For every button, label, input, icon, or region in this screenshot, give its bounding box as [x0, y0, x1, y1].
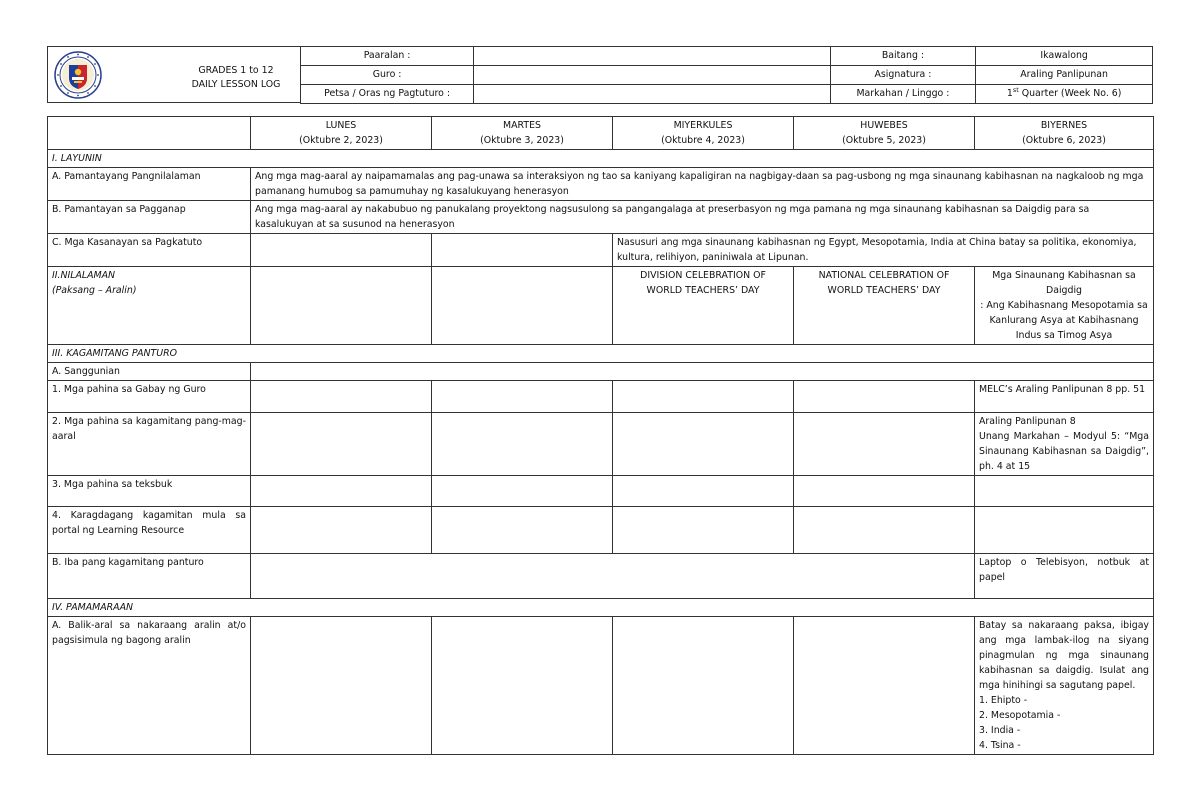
lr-portal-row — [48, 507, 1154, 554]
competencies-text: Nasusuri ang mga sinaunang kabihasnan ng Egypt, Mesopotamia, India at China batay sa politika, ekonomiya, kultura, relihiyon, paniniwala at Lipunan. — [613, 234, 1154, 267]
performance-standard-row — [48, 201, 1154, 234]
day-name: HUWEBES — [860, 120, 908, 131]
review-item: 1. Ehipto - — [979, 695, 1028, 706]
learner-materials-label: 2. Mga pahina sa kagamitang pang-mag-aaral — [48, 413, 251, 476]
day-date: (Oktubre 2, 2023) — [299, 135, 383, 146]
textbook-thursday — [794, 476, 975, 507]
textbook-monday — [251, 476, 432, 507]
lr-portal-friday — [975, 507, 1154, 554]
teacher-guide-wednesday — [613, 381, 794, 413]
review-friday — [975, 617, 1154, 755]
other-materials-row — [48, 554, 1154, 599]
day-header-wednesday — [613, 117, 794, 150]
lr-portal-wednesday — [613, 507, 794, 554]
grade-range-title — [172, 46, 300, 103]
other-materials-span — [251, 554, 975, 599]
wednesday-event: DIVISION CELEBRATION OF WORLD TEACHERS’ DAY — [613, 267, 794, 345]
teacher-value — [474, 66, 830, 85]
day-header-row — [48, 117, 1154, 150]
lr-portal-thursday — [794, 507, 975, 554]
nilalaman-row — [48, 267, 1154, 345]
corner-cell — [48, 117, 251, 150]
friday-topic — [975, 267, 1154, 345]
review-label: A. Balik-aral sa nakaraang aralin at/o pagsisimula ng bagong aralin — [48, 617, 251, 755]
learner-materials-friday — [975, 413, 1154, 476]
nilalaman-title: II.NILALAMAN — [52, 270, 116, 281]
section-layunin: I. LAYUNIN — [48, 150, 1154, 168]
school-label: Paaralan : — [301, 47, 474, 66]
day-date: (Oktubre 3, 2023) — [480, 135, 564, 146]
review-item: 2. Mesopotamia - — [979, 710, 1061, 721]
performance-standard-text: Ang mga mag-aaral ay nakabubuo ng panukalang proyektong nagsusulong sa pangangalaga at preserbasyon ng mga pamana ng mga sinaunang kabihasnan sa Daigdig para sa kasalukuyan at sa susunod na henerasyon — [251, 201, 1154, 234]
competencies-tuesday — [432, 234, 613, 267]
section-pamamaraan: IV. PAMAMARAAN — [48, 599, 1154, 617]
friday-topic-title: Mga Sinaunang Kabihasnan sa Daigdig — [992, 270, 1136, 296]
lesson-log-table — [47, 116, 1154, 755]
teacher-guide-row — [48, 381, 1154, 413]
nilalaman-tuesday — [432, 267, 613, 345]
content-standard-row — [48, 168, 1154, 201]
textbook-friday — [975, 476, 1154, 507]
day-name: MARTES — [503, 120, 541, 131]
textbook-wednesday — [613, 476, 794, 507]
learner-materials-row — [48, 413, 1154, 476]
school-value — [474, 47, 830, 66]
logo-cell — [47, 46, 172, 103]
review-tuesday — [432, 617, 613, 755]
thursday-event: NATIONAL CELEBRATION OF WORLD TEACHERS’ DAY — [794, 267, 975, 345]
teacher-guide-monday — [251, 381, 432, 413]
lr-portal-tuesday — [432, 507, 613, 554]
section-kagamitan-row — [48, 345, 1154, 363]
day-header-thursday — [794, 117, 975, 150]
quarter-number: 1 — [1006, 88, 1013, 99]
learner-materials-wednesday — [613, 413, 794, 476]
day-date: (Oktubre 6, 2023) — [1022, 135, 1106, 146]
review-wednesday — [613, 617, 794, 755]
section-pamamaraan-row — [48, 599, 1154, 617]
quarter-ordinal: st — [1012, 85, 1019, 94]
grades-text: GRADES 1 to 12 — [198, 65, 274, 76]
subject-label: Asignatura : — [830, 66, 976, 85]
quarter-value — [976, 85, 1153, 104]
sanggunian-span — [251, 363, 1154, 381]
teacher-label: Guro : — [301, 66, 474, 85]
review-thursday — [794, 617, 975, 755]
nilalaman-label — [48, 267, 251, 345]
learner-materials-monday — [251, 413, 432, 476]
grade-value: Ikawalong — [976, 47, 1153, 66]
review-item: 4. Tsina - — [979, 740, 1021, 751]
review-instructions: Batay sa nakaraang paksa, ibigay ang mga lambak-ilog na siyang pinagmulan ng mga sinaunang kabihasnan sa daigdig. Isulat ang mga hinihingi sa sagutang papel. — [979, 620, 1149, 691]
lesson-log-header — [47, 46, 1153, 103]
review-monday — [251, 617, 432, 755]
learner-materials-module: Unang Markahan – Modyul 5: “Mga Sinaunang Kabihasnan sa Daigdig”, ph. 4 at 15 — [979, 431, 1149, 472]
day-name: LUNES — [325, 120, 357, 131]
content-standard-label: A. Pamantayang Pangnilalaman — [48, 168, 251, 201]
info-table — [300, 46, 1153, 104]
deped-seal-icon — [52, 50, 104, 100]
quarter-week: Quarter (Week No. 6) — [1018, 88, 1122, 99]
nilalaman-subtitle: (Paksang – Aralin) — [52, 285, 137, 296]
textbook-label: 3. Mga pahina sa teksbuk — [48, 476, 251, 507]
teacher-guide-label: 1. Mga pahina sa Gabay ng Guro — [48, 381, 251, 413]
teacher-guide-thursday — [794, 381, 975, 413]
competencies-monday — [251, 234, 432, 267]
teacher-guide-friday: MELC’s Araling Panlipunan 8 pp. 51 — [975, 381, 1154, 413]
lr-portal-label: 4. Karagdagang kagamitan mula sa portal ng Learning Resource — [48, 507, 251, 554]
teacher-guide-tuesday — [432, 381, 613, 413]
section-layunin-row — [48, 150, 1154, 168]
competencies-row — [48, 234, 1154, 267]
day-name: MIYERKULES — [673, 120, 733, 131]
other-materials-label: B. Iba pang kagamitang panturo — [48, 554, 251, 599]
content-standard-text: Ang mga mag-aaral ay naipamamalas ang pag-unawa sa interaksiyon ng tao sa kaniyang kapaligiran na nagbigay-daan sa pag-usbong ng mga sinaunang kabihasnan na nagkaloob ng mga pamanang humubog sa pamumuhay ng kasalukuyang henerasyon — [251, 168, 1154, 201]
review-row — [48, 617, 1154, 755]
section-kagamitan: III. KAGAMITANG PANTURO — [48, 345, 1154, 363]
quarter-label: Markahan / Linggo : — [830, 85, 976, 104]
learner-materials-thursday — [794, 413, 975, 476]
sanggunian-row — [48, 363, 1154, 381]
learner-materials-book: Araling Panlipunan 8 — [979, 416, 1076, 427]
performance-standard-label: B. Pamantayan sa Pagganap — [48, 201, 251, 234]
grade-label: Baitang : — [830, 47, 976, 66]
day-date: (Oktubre 5, 2023) — [842, 135, 926, 146]
textbook-tuesday — [432, 476, 613, 507]
friday-topic-subtitle: : Ang Kabihasnang Mesopotamia sa Kanlurang Asya at Kabihasnang Indus sa Timog Asya — [980, 300, 1148, 341]
day-header-friday — [975, 117, 1154, 150]
sanggunian-label: A. Sanggunian — [48, 363, 251, 381]
review-item: 3. India - — [979, 725, 1021, 736]
date-label: Petsa / Oras ng Pagtuturo : — [301, 85, 474, 104]
competencies-label: C. Mga Kasanayan sa Pagkatuto — [48, 234, 251, 267]
textbook-row — [48, 476, 1154, 507]
day-name: BIYERNES — [1040, 120, 1088, 131]
day-date: (Oktubre 4, 2023) — [661, 135, 745, 146]
day-header-tuesday — [432, 117, 613, 150]
subject-value: Araling Panlipunan — [976, 66, 1153, 85]
date-value — [474, 85, 830, 104]
daily-lesson-log-text: DAILY LESSON LOG — [191, 79, 281, 90]
other-materials-friday: Laptop o Telebisyon, notbuk at papel — [975, 554, 1154, 599]
day-header-monday — [251, 117, 432, 150]
learner-materials-tuesday — [432, 413, 613, 476]
nilalaman-monday — [251, 267, 432, 345]
lr-portal-monday — [251, 507, 432, 554]
